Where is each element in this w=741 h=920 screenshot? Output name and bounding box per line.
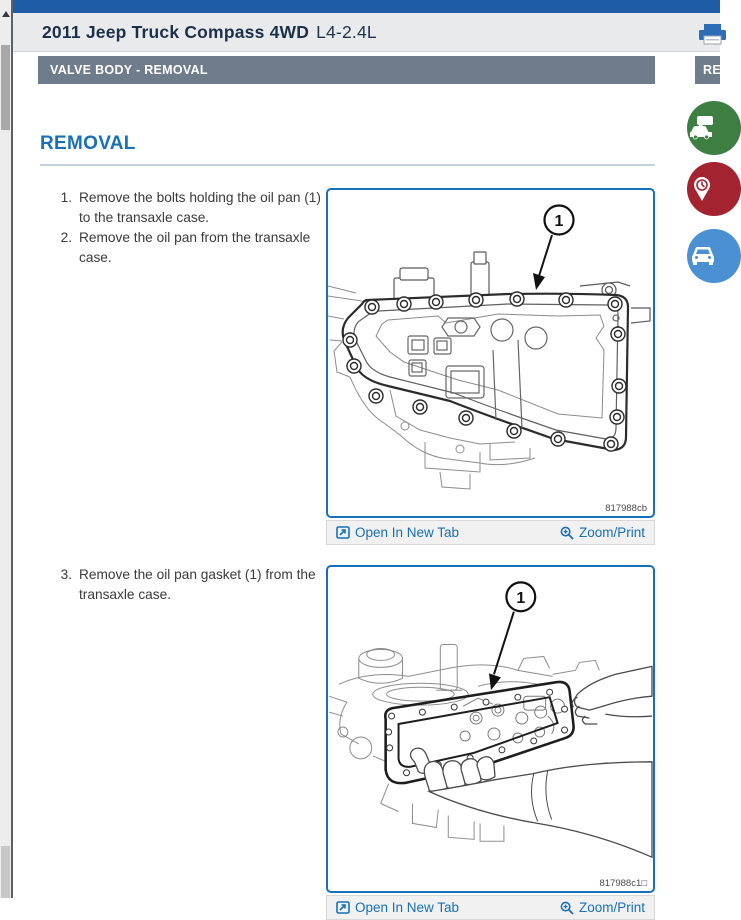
step-1-text: Remove the bolts holding the oil pan (1) to the transaxle case. — [79, 190, 321, 225]
community-chat-button[interactable] — [687, 101, 741, 155]
step-2-text: Remove the oil pan from the transaxle case. — [79, 230, 311, 265]
callout-1-label: 1 — [516, 589, 526, 607]
step-3-number: 3. — [60, 567, 72, 582]
step-1-number: 1. — [60, 190, 72, 205]
section-title-right: RE — [703, 63, 721, 77]
figure-2-id: 817988c1□ — [599, 878, 647, 889]
section-title: VALVE BODY - REMOVAL — [50, 63, 208, 77]
figure-1-id: 817988cb — [605, 503, 647, 514]
zoom-print-label: Zoom/Print — [578, 525, 645, 540]
zoom-print-label: Zoom/Print — [578, 900, 645, 915]
step-3-text: Remove the oil pan gasket (1) from the transaxle case. — [79, 567, 316, 602]
section-title-bar — [38, 56, 655, 84]
figure-oil-pan — [326, 188, 655, 545]
figure-gasket-image[interactable] — [326, 565, 655, 893]
figure-2-toolbar — [326, 895, 655, 920]
step-1 — [46, 188, 330, 228]
callout-1 — [533, 206, 574, 291]
step-3 — [46, 565, 330, 605]
vehicle-info-button[interactable] — [687, 229, 741, 283]
scrollbar-thumb[interactable] — [1, 45, 10, 130]
procedure-steps-1-2 — [46, 188, 330, 268]
open-in-new-tab-link[interactable] — [336, 900, 459, 915]
car-front-icon — [688, 241, 718, 271]
top-accent-bar — [13, 0, 720, 13]
figure-gasket — [326, 565, 655, 920]
figure-1-toolbar — [326, 520, 655, 545]
left-scrollbar[interactable] — [0, 0, 13, 898]
section-title-bar-right — [695, 56, 720, 84]
step-2 — [46, 228, 330, 268]
vehicle-title-main: 2011 Jeep Truck Compass 4WD — [42, 21, 310, 42]
step-2-number: 2. — [60, 230, 72, 245]
car-chat-icon — [688, 113, 718, 143]
gasket-removal-illustration — [328, 567, 653, 891]
diagnostics-button[interactable] — [687, 162, 741, 216]
callout-1-label: 1 — [554, 213, 564, 230]
scrollbar-thumb-bottom[interactable] — [1, 846, 10, 898]
open-in-new-tab-label: Open In New Tab — [355, 900, 460, 915]
figure-oil-pan-image[interactable] — [326, 188, 655, 518]
page-title: REMOVAL — [40, 133, 655, 166]
vehicle-header — [13, 13, 720, 52]
oil-pan-illustration — [328, 190, 653, 516]
zoom-plus-icon — [560, 526, 574, 540]
scroll-up-icon[interactable] — [2, 11, 10, 17]
procedure-step-3 — [46, 565, 330, 605]
zoom-print-link[interactable] — [560, 900, 645, 915]
open-in-new-tab-label: Open In New Tab — [355, 525, 460, 540]
callout-1 — [489, 582, 535, 690]
vehicle-title — [42, 22, 377, 43]
print-icon[interactable] — [698, 24, 726, 46]
gauge-pin-icon — [688, 174, 718, 204]
zoom-print-link[interactable] — [560, 525, 645, 540]
open-in-new-icon — [336, 526, 350, 539]
open-in-new-tab-link[interactable] — [336, 525, 459, 540]
zoom-plus-icon — [560, 901, 574, 915]
vehicle-engine: L4-2.4L — [316, 21, 377, 42]
open-in-new-icon — [336, 901, 350, 914]
